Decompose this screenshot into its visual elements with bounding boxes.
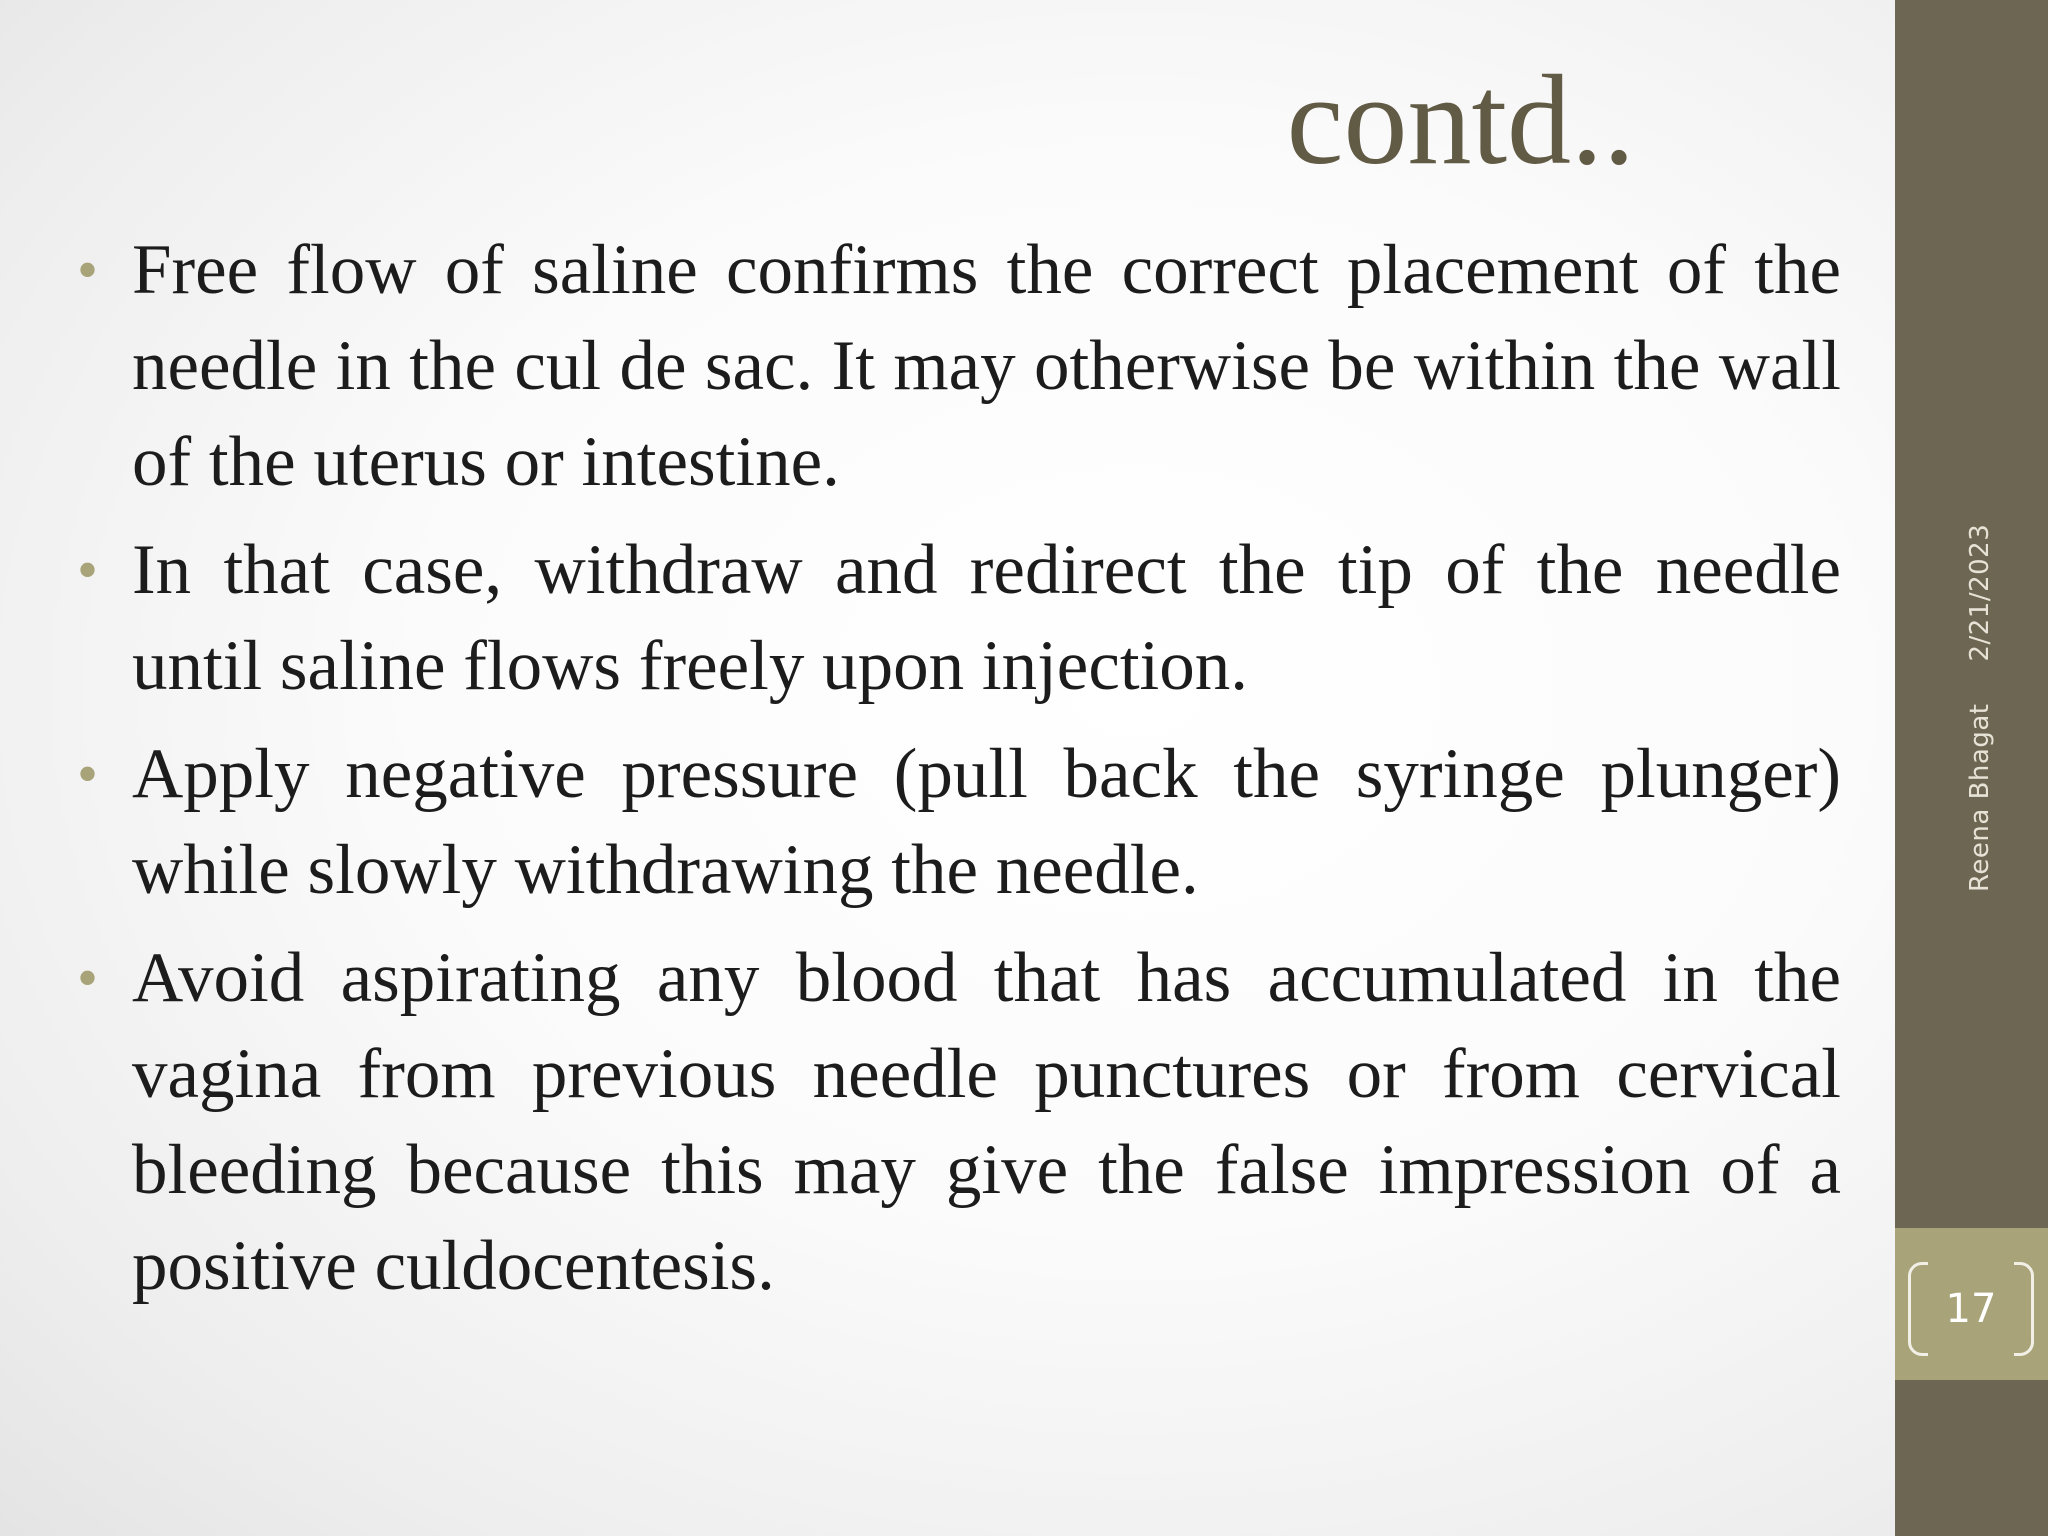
bullet-text: Avoid aspirating any blood that has accumulated in the vagina from previous needle punctures or from cervical bleeding because this may give the false impression of a positive culdocentesis. — [132, 939, 1841, 1305]
bullet-text: Apply negative pressure (pull back the syringe plunger) while slowly withdrawing the needle. — [132, 735, 1841, 909]
bullet-list — [77, 222, 1841, 1326]
bullet-item-2 — [77, 522, 1841, 714]
bullet-dot-icon: • — [77, 741, 99, 807]
date-label: 2/21/2023 — [1965, 523, 1995, 662]
bullet-item-4 — [77, 930, 1841, 1314]
slide-title: contd.. — [1286, 49, 1635, 191]
bullet-text: In that case, withdraw and redirect the tip of the needle until saline flows freely upon injection. — [132, 531, 1841, 705]
author-label: Reena Bhagat — [1965, 703, 1995, 892]
bullet-item-3 — [77, 726, 1841, 918]
bullet-dot-icon: • — [77, 537, 99, 603]
bullet-dot-icon: • — [77, 237, 99, 303]
page-number: 17 — [1945, 1286, 1997, 1332]
bullet-dot-icon: • — [77, 945, 99, 1011]
sidebar-footer-text — [1965, 524, 1995, 892]
bullet-item-1 — [77, 222, 1841, 510]
bullet-text: Free flow of saline confirms the correct placement of the needle in the cul de sac. It may otherwise be within the wall of the uterus or intestine. — [132, 231, 1841, 501]
